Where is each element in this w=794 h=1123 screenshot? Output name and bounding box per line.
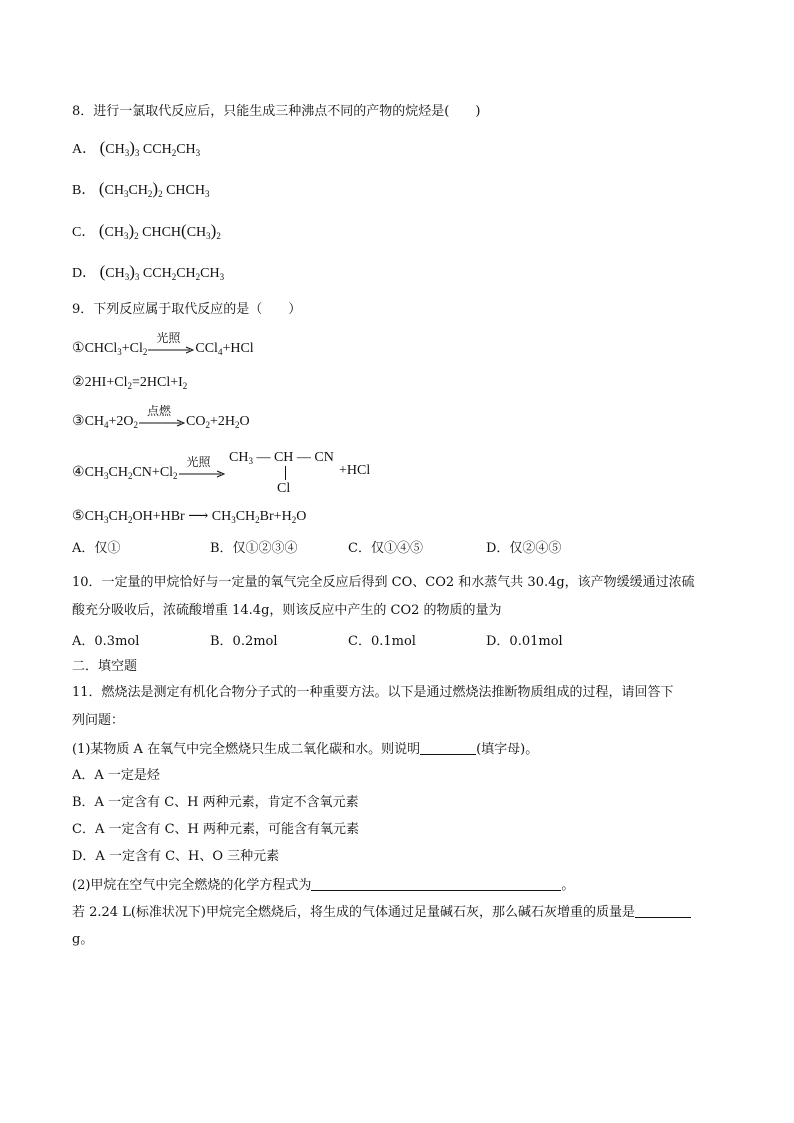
q9-option-c[interactable]: C．仅①④⑤ [348,541,423,556]
answer-blank-2[interactable] [311,876,561,891]
q11-stem-line1: 11．燃烧法是测定有机化合物分子式的一种重要方法。以下是通过燃烧法推断物质组成的过程，请回答下 [72,685,674,700]
answer-blank-3[interactable] [635,903,691,918]
formula: $(CH_3CH_2)_2$ $CHCH_3$ [98,179,210,199]
reaction-number: ③ [72,414,85,429]
reaction-arrow [179,455,225,478]
q9-reaction-4: $④CH_3CH_2CN+Cl_2$ 光照 [72,462,226,485]
q9-reaction-5: $⑤CH_3CH_2OH+HBr$ ⟶ $CH_3CH_2Br+H_2O$ [72,509,307,525]
formula: $(CH_3)_3$ $CCH_2CH_2CH_3$ [99,262,225,282]
q11-part2-suffix: 。 [561,878,575,893]
bond-line [285,466,286,480]
q11-p1-option-d[interactable]: D．A 一定含有 C、H、O 三种元素 [72,849,280,864]
reaction-condition: 光照 [186,455,211,469]
q8-option-a [72,139,200,162]
q11-part1-suffix: (填字母)。 [476,742,539,757]
reaction-number: ① [72,341,85,356]
product-byproduct: +HCl [339,463,371,478]
reaction-arrow [148,331,194,354]
reaction-condition: 点燃 [147,404,172,418]
q9-reaction-3: $③CH_4+2O_2$ 点燃 $CO_2+2H_2O$ [72,404,250,430]
q8-option-d [72,263,224,286]
q11-part3-text: 若 2.24 L(标准状况下)甲烷完全燃烧后，将生成的气体通过足量碱石灰，那么碱石灰增重的质量是 [72,905,635,920]
q10-option-d[interactable]: D．0.01mol [486,634,563,649]
formula: $(CH_3)_3$ $CCH_2CH_3$ [99,138,201,158]
section-title: 二．填空题 [72,659,138,674]
reaction-number: ④ [72,465,85,480]
q8-stem: 8．进行一氯取代反应后，只能生成三种沸点不同的产物的烷烃是( ) [72,104,481,119]
answer-blank-1[interactable] [420,740,476,755]
q10-option-b[interactable]: B．0.2mol [210,634,278,649]
q9-reaction-2: $②2HI+Cl_2=2HCl+I_2$ [72,375,188,391]
reaction-number: ⑤ [72,509,85,524]
q11-stem-line2: 列问题： [72,713,125,728]
reaction-number: ② [72,375,85,390]
option-label: A． [72,142,97,157]
option-label: D． [72,266,97,281]
q8-option-c [72,222,221,245]
option-label: B． [72,183,96,198]
q11-p1-option-b[interactable]: B．A 一定含有 C、H 两种元素，肯定不含氧元素 [72,795,359,810]
q11-part3-unit: g。 [72,932,94,947]
q9-option-d[interactable]: D．仅②④⑤ [486,541,562,556]
q11-p1-option-a[interactable]: A．A 一定是烃 [72,768,160,783]
product-structure: $CH_3$ — CH — CN [229,450,334,466]
q11-part1 [72,740,538,759]
formula: $(CH_3)_2$ $CHCH(CH_3)_2$ [98,221,221,241]
q9-option-b[interactable]: B．仅①②③④ [210,541,298,556]
q10-option-c[interactable]: C．0.1mol [348,634,416,649]
q11-part2 [72,876,574,895]
q9-stem: 9．下列反应属于取代反应的是（ ） [72,302,302,317]
q9-options [72,540,624,558]
reaction-arrow [139,404,185,427]
q11-part2-text: (2)甲烷在空气中完全燃烧的化学方程式为 [72,878,312,893]
q10-option-a[interactable]: A．0.3mol [72,634,140,649]
q9-option-a[interactable]: A．仅① [72,541,121,556]
option-label: C． [72,225,96,240]
q10-stem-line1: 10．一定量的甲烷恰好与一定量的氧气完全反应后得到 CO、CO2 和水蒸气共 30.4g，该产物缓缓通过浓硫 [72,575,695,590]
q10-options [72,633,624,651]
q9-reaction-1: $①CHCl_3+Cl_2$ 光照 CCl$_4$+HCl [72,331,254,357]
reaction-condition: 光照 [156,331,181,345]
q11-p1-option-c[interactable]: C．A 一定含有 C、H 两种元素，可能含有氧元素 [72,822,360,837]
product-substituent: Cl [277,481,291,496]
q10-stem-line2: 酸充分吸收后，浓硫酸增重 14.4g，则该反应中产生的 CO2 的物质的量为 [72,603,502,618]
q11-part1-text: (1)某物质 A 在氧气中完全燃烧只生成二氧化碳和水。则说明 [72,742,421,757]
q8-option-b [72,180,210,203]
q11-part3 [72,903,691,922]
